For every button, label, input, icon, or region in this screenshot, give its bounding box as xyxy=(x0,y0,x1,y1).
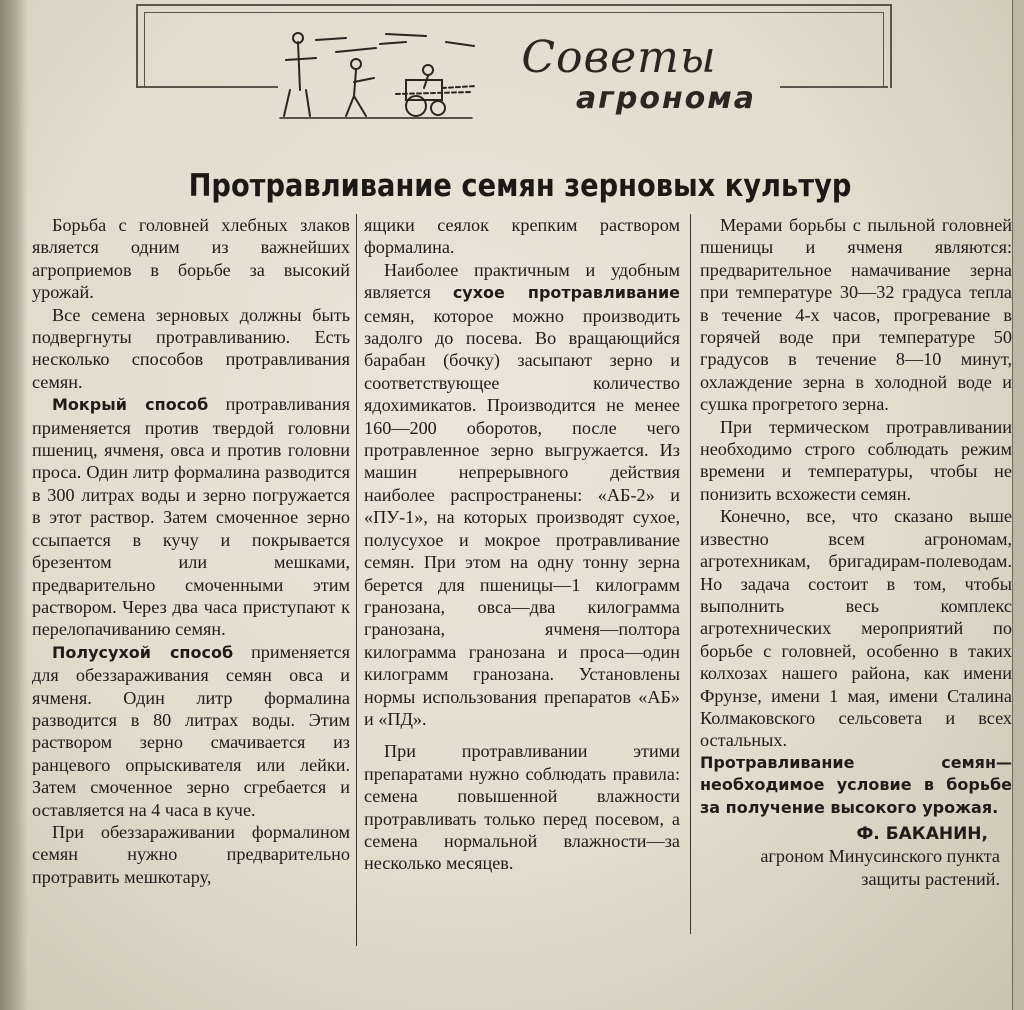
article-column-1 xyxy=(32,214,350,888)
rubric-frame-line-left xyxy=(136,86,278,88)
paragraph: При термическом протравливании необходимо строго соблюдать режим времени и температуры, чтобы не понизить всхожести семян. xyxy=(700,416,1012,504)
paragraph: При обеззараживании формалином семян нужно предварительно протравить мешкотару, xyxy=(32,821,350,887)
column-rule-2 xyxy=(690,214,691,934)
article-column-3 xyxy=(700,214,1012,890)
paragraph: При протравливании этими препаратами нужно соблюдать правила: семена повышенной влажности протравливать только перед посевом, а семена нормальной влажности—за несколько месяцев. xyxy=(364,741,680,874)
paragraph: Борьба с головней хлебных злаков является одним из важнейших агроприемов в борьбе за высокий урожай. xyxy=(32,215,350,303)
column-rule-1 xyxy=(356,214,357,946)
farmers-illustration xyxy=(276,30,476,122)
paragraph xyxy=(32,641,350,821)
article-column-2 xyxy=(364,214,680,875)
paragraph-text: семян, которое можно производить задолго до посева. Во вращающийся барабан (бочку) засыпают зерно и соответствующее количество ядохимикатов. Производится не менее 160—200 оборотов, после чего протравленное зерно выгружается. Из машин непрерывного действия наиболее распространены: «АБ-2» и «ПУ-1», на которых производят сухое, полусухое и мокрое протравливание семян. При этом на одну тонну зерна берется для пшеницы—1 килограмм гранозана, овса—два килограмма гранозана, ячменя—полтора килограмма гранозана и проса—один килограмм гранозана. Установлены нормы использования препаратов «АБ» и «ПД». xyxy=(364,305,680,729)
author-name: Ф. БАКАНИН, xyxy=(856,823,988,844)
paragraph-text: протравливания применяется против твердой головни пшениц, ячменя, овса и против головни проса. Один литр формалина разводится в 300 литрах воды и зерно погружается в этот раствор. Затем смоченное зерно ссыпается в кучу и покрывается брезентом или мешками, предварительно смоченными этим раствором. Через два часа приступают к перелопачиванию семян. xyxy=(32,394,350,640)
author-role: агроном Минусинского пункта защиты растений. xyxy=(760,846,1000,889)
article-title: Протравливание семян зерновых культур xyxy=(188,168,852,204)
method-heading: Мокрый способ xyxy=(52,395,209,415)
paragraph: Мерами борьбы с пыльной головней пшеницы и ячменя являются: предварительное намачивание зерна при температуре 30—32 градуса тепла в течение 4-х часов, прогревание в горячей воде при температуре 50 градусов в течение 8—10 минут, охлаждение зерна в холодной воде и сушка прогретого зерна. xyxy=(700,215,1012,415)
paragraph-text: Наиболее практичным и удобным является xyxy=(364,259,680,303)
rubric-subtitle: агронома xyxy=(575,81,757,116)
paragraph xyxy=(32,393,350,640)
paragraph-text: применяется для обеззараживания семян овса и ячменя. Один литр формалина разводится в 80 литрах воды. Этим раствором зерно смачивается из ранцевого опрыскивателя или лейки. Затем смоченное зерно сгребается и оставляется на 4 часа в куче. xyxy=(32,641,350,820)
method-heading: Полусухой способ xyxy=(52,642,234,662)
rubric-title: Советы xyxy=(521,32,717,83)
method-heading: сухое протравливание xyxy=(452,283,680,303)
paragraph: Конечно, все, что сказано выше известно всем агрономам, агротехникам, бригадирам-полеводам. Но задача состоит в том, чтобы выполнить весь комплекс агротехнических мероприятий по борьбе с головней, особенно в таких колхозах нашего района, как имени Фрунзе, имени 1 мая, имени Сталина Колмаковского сельсовета и всех остальных. xyxy=(700,506,1012,751)
conclusion: Протравливание семян—необходимое условие в борьбе за получение высокого урожая. xyxy=(700,752,1012,817)
adjacent-page-edge xyxy=(1012,0,1024,1010)
paragraph: Все семена зерновых должны быть подвергнуты протравливанию. Есть несколько способов протравливания семян. xyxy=(32,304,350,392)
page-edge-shadow xyxy=(0,0,28,1010)
paragraph xyxy=(364,259,680,731)
paragraph: ящики сеялок крепким раствором формалина. xyxy=(364,215,680,258)
rubric-frame-line-right xyxy=(780,86,888,88)
